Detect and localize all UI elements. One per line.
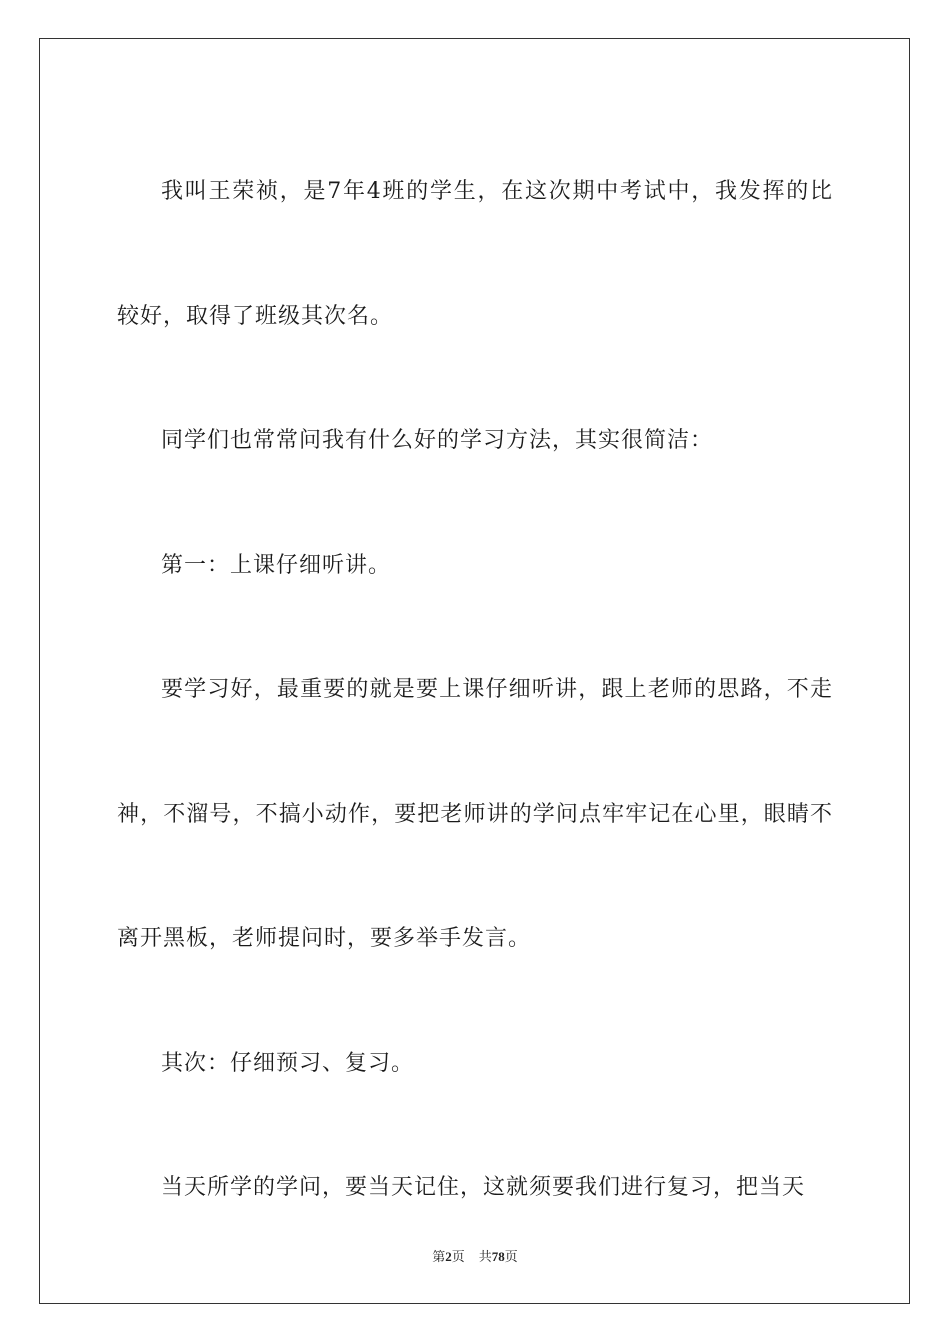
total-suffix: 页: [504, 1249, 518, 1264]
paragraph: 我叫王荣祯，是7年4班的学生，在这次期中考试中，我发挥的比较好，取得了班级其次名。: [117, 179, 833, 329]
page-number: 2: [445, 1249, 452, 1264]
page-suffix: 页: [451, 1249, 465, 1264]
paragraph: 要学习好，最重要的就是要上课仔细听讲，跟上老师的思路，不走神，不溜号，不搞小动作，要把老师讲的学问点牢牢记在心里，眼睛不离开黑板，老师提问时，要多举手发言。: [117, 677, 833, 951]
document-body: [117, 130, 833, 1251]
paragraph: 同学们也常常问我有什么好的学习方法，其实很简洁：: [161, 428, 714, 453]
page-prefix: 第: [432, 1249, 446, 1264]
paragraph: 第一：上课仔细听讲。: [161, 552, 392, 578]
paragraph: 当天所学的学问，要当天记住，这就须要我们进行复习，把当天: [161, 1175, 806, 1200]
total-pages: 78: [491, 1249, 505, 1264]
total-prefix: 共: [478, 1249, 492, 1264]
paragraph: 其次：仔细预习、复习。: [161, 1050, 415, 1076]
page-footer: [0, 1246, 950, 1265]
